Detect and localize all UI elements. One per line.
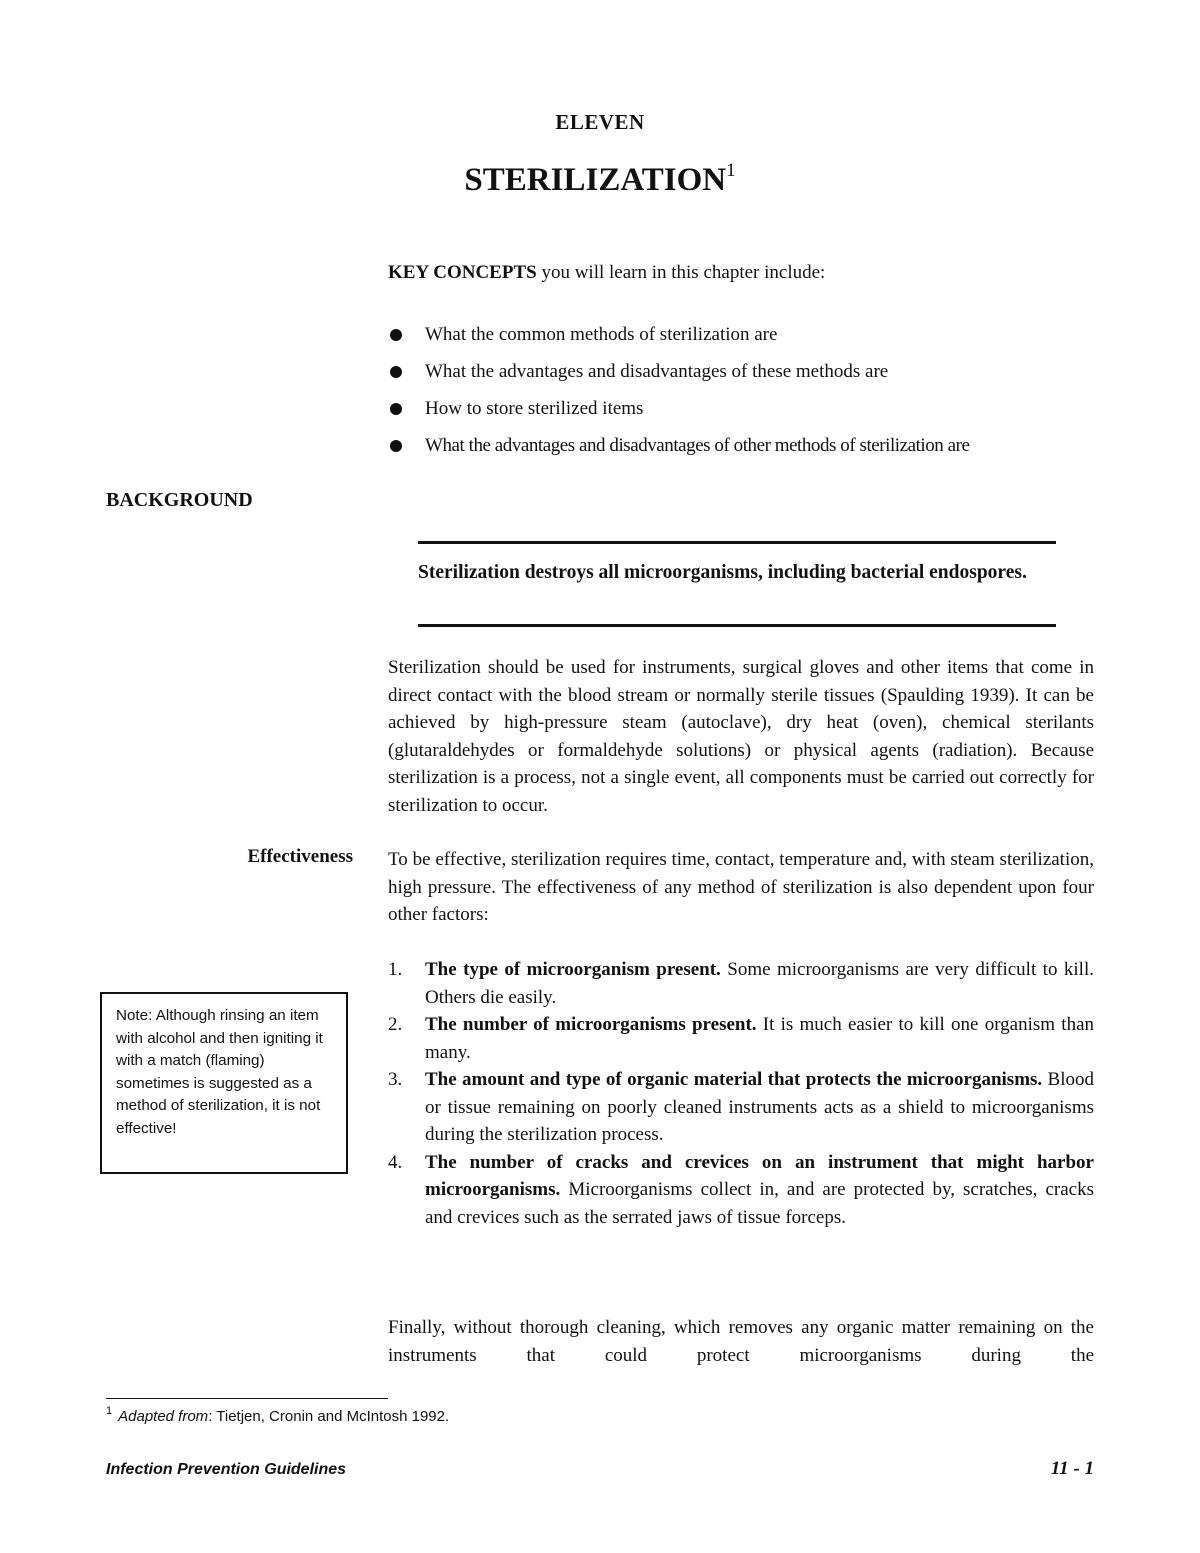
callout-text: Sterilization destroys all microorganisms, including bacterial endospores. [418, 562, 1027, 583]
list-item [388, 956, 1094, 1011]
page-number: 11 - 1 [1050, 1458, 1094, 1479]
factor-title: The number of cracks and crevices on an instrument that might harbor microorganisms. [425, 1151, 1094, 1200]
note-text [116, 1005, 342, 1140]
chapter-title-text: STERILIZATION [464, 162, 727, 198]
key-concepts-label: KEY CONCEPTS [388, 262, 537, 283]
title-footnote-ref: 1 [726, 160, 736, 181]
footnote-source-label: Adapted from [118, 1408, 209, 1425]
final-paragraph: Finally, without thorough cleaning, which removes any organic matter remaining on the instruments that could protect microorganisms during the [388, 1317, 1094, 1366]
list-number: 4. [388, 1151, 403, 1173]
factor-title: The amount and type of organic material that protects the microorganisms. [425, 1069, 1043, 1090]
bullet-icon [390, 440, 402, 452]
key-concepts-rest: you will learn in this chapter include: [536, 262, 826, 283]
list-item-text: What the advantages and disadvantages of other methods of sterilization are [425, 435, 970, 456]
factor-title: The type of microorganism present. [425, 959, 721, 980]
list-item [388, 396, 1108, 433]
list-item [388, 322, 1108, 359]
list-item-text: What the advantages and disadvantages of these methods are [425, 361, 889, 382]
factor-text: It is much easier to kill one organism than many. [425, 1014, 1094, 1063]
bullet-icon [390, 403, 402, 415]
chapter-number: ELEVEN [555, 110, 645, 134]
footer-title: Infection Prevention Guidelines [106, 1461, 347, 1478]
side-heading-effectiveness: Effectiveness [247, 846, 353, 867]
key-concepts-lead [388, 262, 825, 284]
note-body: Although rinsing an item with alcohol and then igniting it with a match (flaming) sometimes is suggested as a method of sterilization, it is not effective! [116, 1007, 323, 1137]
section-heading-background: BACKGROUND [106, 489, 253, 511]
factor-title: The number of microorganisms present. [425, 1014, 757, 1035]
factor-list [388, 956, 1094, 1231]
callout-box [418, 541, 1056, 627]
list-number: 1. [388, 959, 403, 980]
list-number: 3. [388, 1069, 403, 1090]
list-item [388, 1066, 1094, 1149]
note-label: Note: [116, 1007, 153, 1024]
footnote [106, 1405, 450, 1425]
list-number: 2. [388, 1014, 403, 1035]
footnote-ref: 1 [106, 1405, 113, 1417]
factor-text: Blood or tissue remaining on poorly cleaned instruments acts as a shield to microorganisms during the sterilization process. [425, 1069, 1094, 1145]
chapter-title [0, 162, 1200, 199]
list-item-text: How to store sterilized items [425, 398, 644, 419]
background-paragraph: Sterilization should be used for instruments, surgical gloves and other items that come in direct contact with the blood stream or normally sterile tissues (Spaulding 1939). It can be achieved by high-pressure steam (autoclave), dry heat (oven), chemical sterilants (glutaraldehydes or formaldehyde solutions) or physical agents (radiation). Because sterilization is a process, not a single event, all components must be carried out correctly for sterilization to occur. [388, 657, 1094, 816]
bullet-icon [390, 329, 402, 341]
list-item [388, 433, 1108, 470]
factor-text: Some microorganisms are very difficult to kill. Others die easily. [425, 959, 1094, 1008]
list-item [388, 359, 1108, 396]
list-item [388, 1011, 1094, 1066]
list-item [388, 1149, 1094, 1232]
bullet-icon [390, 366, 402, 378]
list-item-text: What the common methods of sterilization are [425, 324, 778, 345]
footnote-divider [106, 1398, 388, 1399]
effectiveness-paragraph: To be effective, sterilization requires time, contact, temperature and, with steam sterilization, high pressure. The effectiveness of any method of sterilization is also dependent upon four other factors: [388, 849, 1094, 925]
note-box [100, 992, 348, 1174]
key-concepts-list [388, 322, 1108, 470]
factor-text: Microorganisms collect in, and are protected by, scratches, cracks and crevices such as the serrated jaws of tissue forceps. [425, 1179, 1094, 1228]
footnote-text: : Tietjen, Cronin and McIntosh 1992. [208, 1408, 450, 1425]
